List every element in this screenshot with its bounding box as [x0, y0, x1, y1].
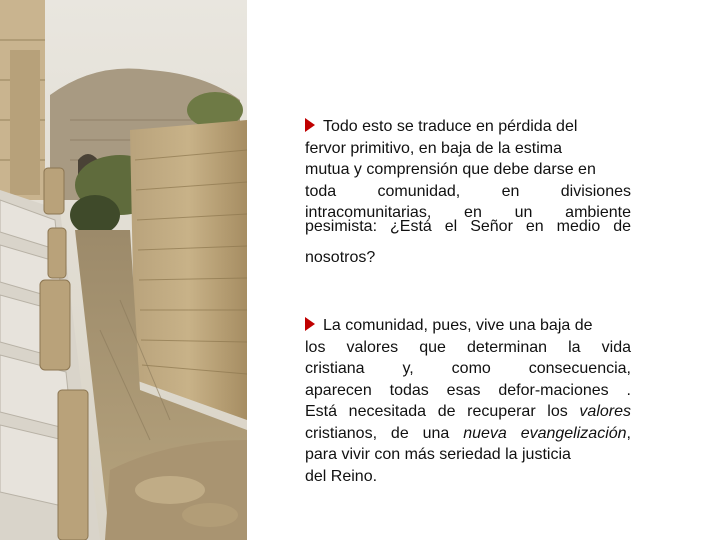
text-segment: ,	[626, 424, 631, 442]
bullet-1-line-2: fervor primitivo, en baja de la estima	[305, 139, 562, 157]
bullet-point-1	[305, 116, 631, 269]
red-arrow-bullet-icon	[305, 118, 315, 132]
bullet-point-2	[305, 315, 631, 487]
bullet-2-line-1	[305, 315, 631, 337]
bullet-2-line-7: para vivir con más seriedad la justicia	[305, 446, 571, 463]
bullet-2-line-6	[305, 423, 631, 445]
bullet-1-line-7: nosotros?	[305, 249, 376, 266]
bullet-1-line-4: toda comunidad, en divisiones	[305, 182, 631, 200]
bullet-2-line-3: cristiana y, como consecuencia,	[305, 360, 631, 377]
text-segment: cristianos, de una	[305, 424, 464, 442]
text-segment: Todo esto se traduce en pérdida del	[323, 118, 578, 135]
bullet-2-line-2: los valores que determinan la vida	[305, 338, 631, 356]
text-segment: Está necesitada de recuperar los	[305, 403, 580, 420]
bullet-2-line-4: aparecen todas esas defor-maciones .	[305, 381, 631, 399]
emphasis-valores: valores	[579, 403, 631, 420]
bullet-2-line-8: del Reino.	[305, 467, 378, 485]
bullet-1-line-5: intracomunitarias, en un ambiente	[305, 204, 631, 221]
bullet-1-line-6: pesimista: ¿Está el Señor en medio de	[305, 217, 631, 235]
emphasis-nueva-evangelizacion: nueva evangelización	[463, 424, 627, 442]
text-segment: La comunidad, pues, vive una baja de	[323, 317, 593, 334]
bullet-1-line-1	[305, 116, 631, 138]
red-arrow-bullet-icon	[305, 317, 315, 331]
ruins-photo	[0, 0, 247, 540]
bullet-2-line-5	[305, 401, 631, 423]
bullet-1-line-3: mutua y comprensión que debe darse en	[305, 161, 596, 178]
